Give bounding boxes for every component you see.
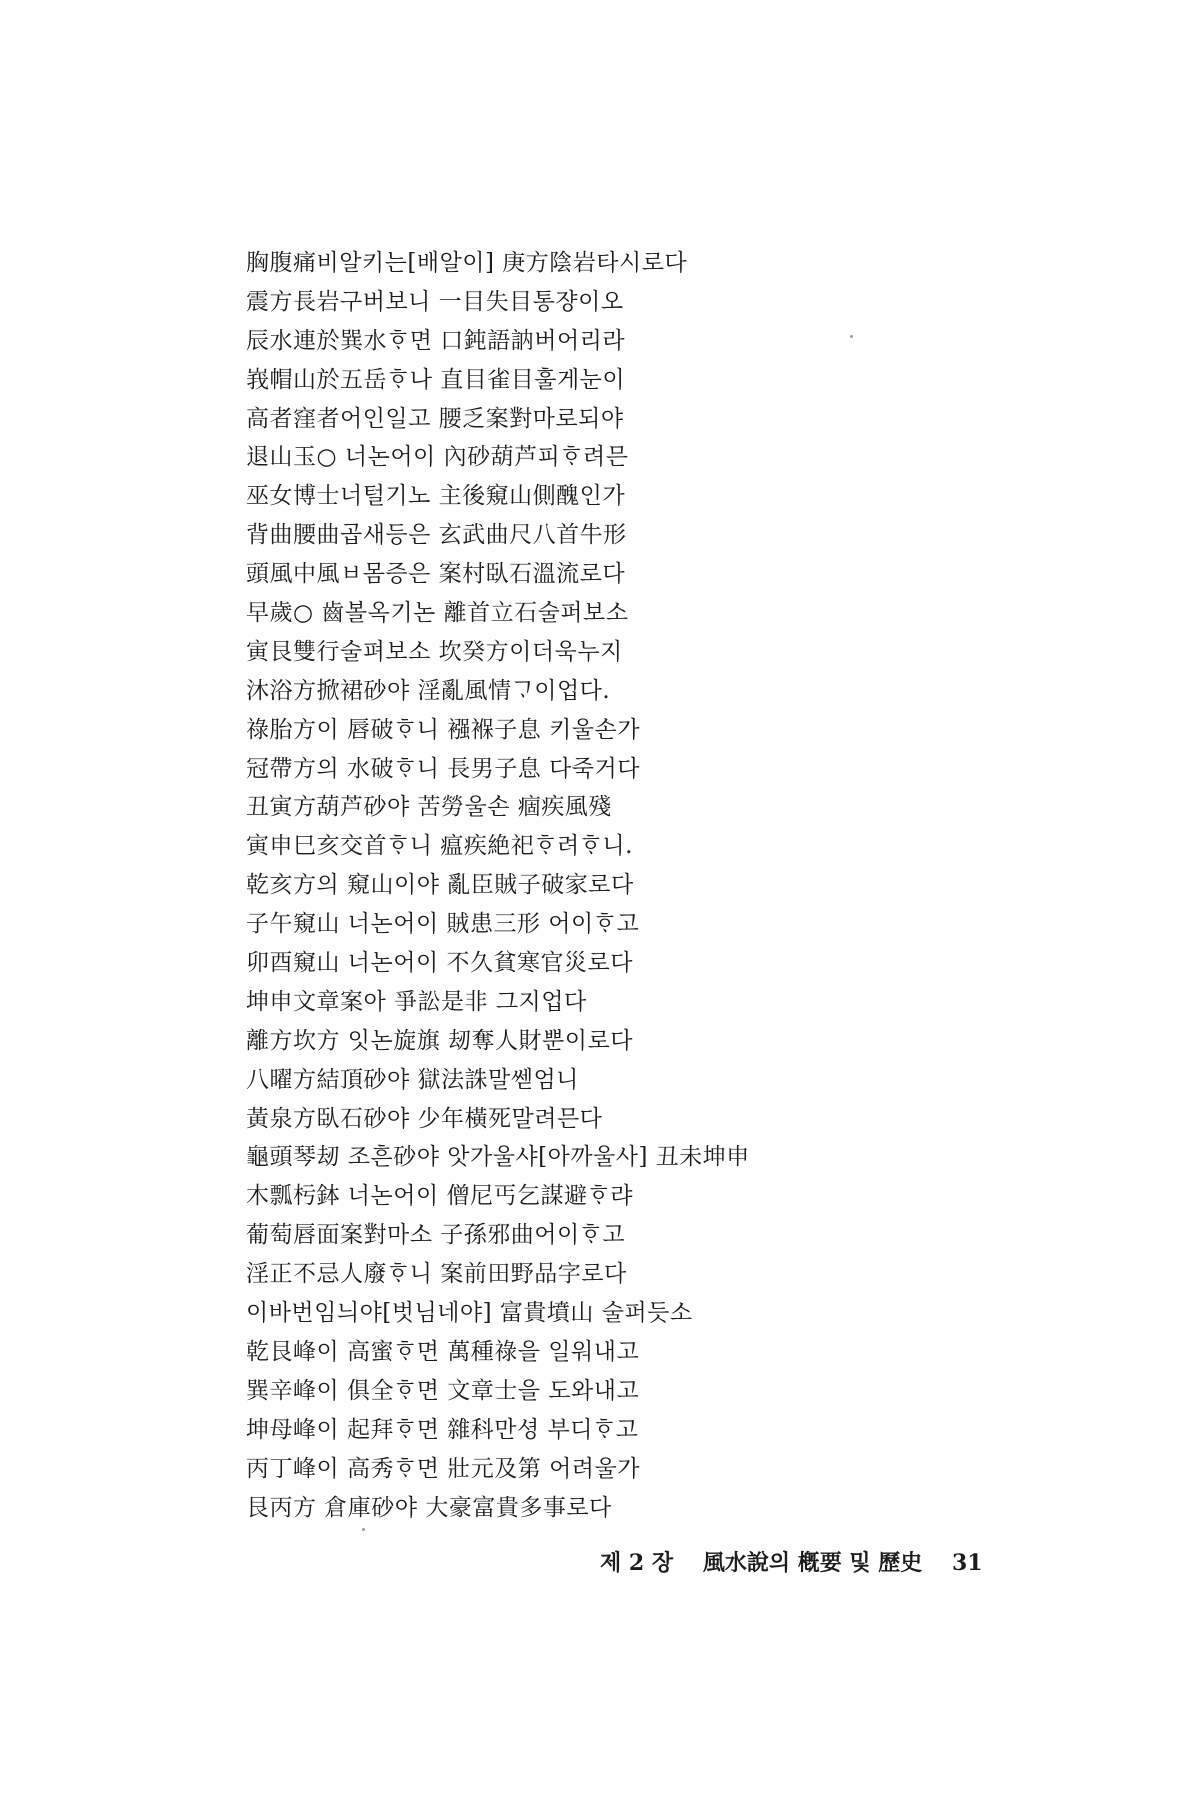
verse-line-text: 寅申巳亥交首ᄒᆞ니 瘟疾絶祀ᄒᆞ려ᄒᆞ니. bbox=[246, 833, 633, 860]
verse-line bbox=[246, 400, 806, 439]
verse-line-text: 祿胎方이 唇破ᄒᆞ니 襁褓子息 키울손가 bbox=[246, 716, 640, 743]
verse-line bbox=[246, 1177, 806, 1216]
running-footer bbox=[600, 1545, 1020, 1581]
verse-line bbox=[246, 555, 806, 594]
verse-line bbox=[246, 905, 806, 944]
verse-line bbox=[246, 672, 806, 711]
verse-line-text: 冠帶方의 水破ᄒᆞ니 長男子息 다죽거다 bbox=[246, 755, 640, 782]
verse-line bbox=[246, 1489, 806, 1528]
verse-line bbox=[246, 1138, 806, 1177]
verse-line bbox=[246, 516, 806, 555]
chapter-title: 風水說의 槪要 및 歷史 bbox=[702, 1550, 923, 1576]
verse-line bbox=[246, 594, 806, 633]
verse-line bbox=[246, 283, 806, 322]
verse-line-text: 淫正不忌人廢ᄒᆞ니 案前田野品字로다 bbox=[246, 1261, 627, 1288]
page-number: 31 bbox=[951, 1550, 983, 1576]
verse-line-text: 艮丙方 倉庫砂야 大豪富貴多事로다 bbox=[246, 1494, 612, 1521]
verse-line bbox=[246, 788, 806, 827]
verse-line bbox=[246, 633, 806, 672]
verse-line bbox=[246, 322, 806, 361]
verse-line bbox=[246, 1061, 806, 1100]
verse-line bbox=[246, 983, 806, 1022]
verse-line-text: 乾亥方의 窺山이야 亂臣賊子破家로다 bbox=[246, 872, 634, 899]
verse-line-text: 退山玉○ 너논어이 內砂葫芦피ᄒᆞ려믄 bbox=[246, 444, 629, 471]
verse-line bbox=[246, 1100, 806, 1139]
verse-line-text: 峩帽山於五岳ᄒᆞ나 直目雀目훌게눈이 bbox=[246, 366, 626, 393]
verse-line-text: 坤母峰이 起拜ᄒᆞ면 雜科만셩 부디ᄒᆞ고 bbox=[246, 1416, 639, 1443]
verse-line bbox=[246, 244, 806, 283]
verse-line bbox=[246, 1022, 806, 1061]
verse-line-text: 胸腹痛비알키는[배알이] 庚方陰岩타시로다 bbox=[246, 250, 688, 276]
verse-line bbox=[246, 1450, 806, 1489]
verse-line-text: 卯酉窺山 너논어이 不久貧寒官災로다 bbox=[246, 950, 633, 977]
verse-line-text: 震方長岩구버보니 一目失目통쟝이오 bbox=[246, 288, 624, 315]
verse-line-text: 丑寅方葫芦砂야 苦勞울손 痼疾風殘 bbox=[246, 794, 612, 821]
verse-line-text: 巫女博士너털기노 主後窺山側醜인가 bbox=[246, 483, 626, 510]
verse-line bbox=[246, 711, 806, 750]
verse-line-text: 巽辛峰이 俱全ᄒᆞ면 文章士을 도와내고 bbox=[246, 1377, 640, 1404]
verse-line-text: 早歲○ 齒볼옥기논 離首立石술퍼보소 bbox=[246, 600, 629, 627]
verse-line-text: 頭風中風ㅂ몸증은 案村臥石溫流로다 bbox=[246, 561, 626, 588]
verse-line-text: 龜頭琴刼 조흔砂야 앗가울샤[아까울사] 丑未坤申 bbox=[246, 1144, 750, 1171]
verse-line bbox=[246, 1411, 806, 1450]
verse-line bbox=[246, 1372, 806, 1411]
verse-line bbox=[246, 827, 806, 866]
verse-line-text: 辰水連於巽水ᄒᆞ면 口鈍語訥버어리라 bbox=[246, 327, 626, 354]
verse-line bbox=[246, 944, 806, 983]
verse-line-text: 高者窪者어인일고 腰乏案對마로되야 bbox=[246, 405, 624, 432]
verse-line bbox=[246, 1333, 806, 1372]
verse-line-text: 離方坎方 잇논旋旗 刼奪人財뿐이로다 bbox=[246, 1027, 633, 1054]
verse-line bbox=[246, 477, 806, 516]
paper-speck bbox=[850, 335, 853, 338]
verse-line bbox=[246, 866, 806, 905]
verse-line-text: 葡萄唇面案對마소 子孫邪曲어이ᄒᆞ고 bbox=[246, 1222, 626, 1249]
verse-line bbox=[246, 750, 806, 789]
verse-line-text: 이바번임늬야[벗님네야] 富貴墳山 술퍼듯소 bbox=[246, 1300, 693, 1327]
verse-line-text: 沐浴方掀裙砂야 淫亂風情ᄀᆞ이업다. bbox=[246, 677, 611, 704]
verse-line-text: 黃泉方臥石砂야 少年橫死말려믄다 bbox=[246, 1105, 603, 1132]
verse-line-text: 八曜方結頂砂야 獄法誅말쎋엄니 bbox=[246, 1066, 579, 1093]
verse-line bbox=[246, 1294, 806, 1333]
verse-line-text: 子午窺山 너논어이 賊患三形 어이ᄒᆞ고 bbox=[246, 911, 640, 938]
verse-line bbox=[246, 1216, 806, 1255]
verse-line-text: 木瓢杇鉢 너논어이 僧尼丐乞謀避ᄒᆞ랴 bbox=[246, 1183, 633, 1210]
verse-line bbox=[246, 361, 806, 400]
verse-line bbox=[246, 1255, 806, 1294]
verse-line-text: 寅艮雙行술펴보소 坎癸方이더욱누지 bbox=[246, 638, 623, 665]
verse-line-text: 丙丁峰이 高秀ᄒᆞ면 壯元及第 어려울가 bbox=[246, 1455, 640, 1482]
verse-text-block bbox=[246, 244, 806, 1527]
verse-line-text: 背曲腰曲곱새등은 玄武曲尺八首牛形 bbox=[246, 522, 627, 549]
verse-line-text: 坤申文章案아 爭訟是非 그지업다 bbox=[246, 988, 587, 1015]
chapter-label: 제 2 장 bbox=[600, 1550, 674, 1576]
paper-speck bbox=[362, 1528, 365, 1531]
verse-line bbox=[246, 438, 806, 477]
verse-line-text: 乾艮峰이 高蜜ᄒᆞ면 萬種祿을 일워내고 bbox=[246, 1338, 640, 1365]
